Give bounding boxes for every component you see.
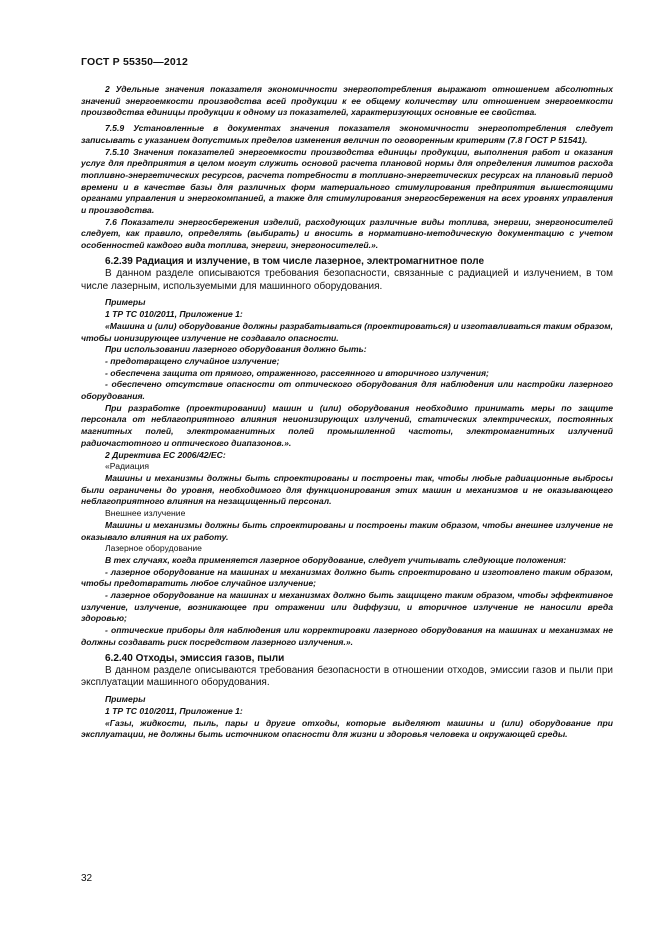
example-2-subheading-external: Внешнее излучение	[105, 508, 186, 519]
examples-heading-2: Примеры	[105, 694, 146, 705]
clause-7-5-9: 7.5.9 Установленные в документах значения показателя экономичности энергопотребления следует записывать с указанием допустимых пределов изменения величин по оговоренным критериям (7.8 ГОСТ Р 51541).	[81, 123, 613, 145]
example-1-list-item-2: - обеспечена защита от прямого, отраженного, рассеянного и вторичного излучения;	[105, 367, 489, 378]
example-2-list-item-1: - лазерное оборудование на машинах и механизмах должно быть спроектировано и изготовлено таким образом, чтобы предотвратить любое случайное излучение;	[81, 566, 613, 589]
section-6-2-39-body: В данном разделе описываются требования безопасности, связанные с радиацией и излучением, в том числе лазерным, используемыми для машинного оборудования.	[81, 267, 613, 292]
example-2-reference: 2 Директива ЕС 2006/42/ЕС:	[105, 449, 226, 460]
clause-7-5-10: 7.5.10 Значения показателей энергоемкости производства единицы продукции, выполнения работ и оказания услуг для предприятия в целом могут служить основой расчета плановой нормы для определения лимитов расхода топливно-энергетических ресурсов, расчета потребности в топливно-энергетических ресурсах на плановый период времени и в качестве базы для различных форм материального стимулирования предприятия вышестоящими органами управления и энергокомпанией, а также для стимулирования энергосбережения на всех уровнях управления и производства.	[81, 146, 613, 216]
example-2-list-item-2: - лазерное оборудование на машинах и механизмах должно быть защищено таким образом, чтобы эффективное излучение, излучение, возникающее при отражении или диффузии, и вторичное излучение не наносили вреда здоровью;	[81, 590, 613, 624]
example-3-paragraph-1: «Газы, жидкости, пыль, пары и другие отходы, которые выделяют машины и (или) оборудование при эксплуатации, не должны быть источником опасности для жизни и здоровья человека и окружающей среды.	[81, 717, 613, 740]
examples-heading-1: Примеры	[105, 297, 146, 308]
example-1-paragraph-1: «Машина и (или) оборудование должны разрабатываться (проектироваться) и изготавливаться таким образом, чтобы ионизирующее излучение не создавало опасности.	[81, 320, 613, 343]
note-2: 2 Удельные значения показателя экономичности энергопотребления выражают отношением абсолютных значений энергоемкости производства всей продукции к ее общему количеству или отношением энергоемкости производства единицы продукции к одному из показателей, характеризующих основные ее свойства.	[81, 84, 613, 118]
example-2-list-item-3: - оптические приборы для наблюдения или корректировки лазерного оборудования на машинах и механизмах не должны создавать риск посредством лазерного излучения.».	[81, 625, 613, 647]
section-6-2-40-title: 6.2.40 Отходы, эмиссия газов, пыли	[105, 652, 285, 664]
example-3-reference: 1 ТР ТС 010/2011, Приложение 1:	[105, 705, 243, 716]
example-1-list-item-3: - обеспечено отсутствие опасности от оптического оборудования для наблюдения или настройки лазерного оборудования.	[81, 379, 613, 402]
section-6-2-40-body: В данном разделе описываются требования безопасности в отношении отходов, эмиссии газов и пыли при эксплуатации машинного оборудования.	[81, 664, 613, 689]
document-code-header: ГОСТ Р 55350—2012	[81, 56, 189, 68]
section-6-2-39-title: 6.2.39 Радиация и излучение, в том числе лазерное, электромагнитное поле	[105, 255, 485, 267]
example-1-paragraph-2: При использовании лазерного оборудования должно быть:	[105, 344, 367, 355]
example-1-list-item-1: - предотвращено случайное излучение;	[105, 355, 280, 366]
page-number: 32	[81, 873, 93, 884]
page-content	[81, 84, 613, 741]
clause-7-6: 7.6 Показатели энергосбережения изделий, расходующих различные виды топлива, энергии, энергоносителей следует, как правило, определять (выбирать) и вносить в нормативно-методическую документацию с учетом особенностей каждого вида топлива, энергии, энергоносителей.».	[81, 216, 613, 251]
example-2-paragraph-1: Машины и механизмы должны быть спроектированы и построены так, чтобы любые радиационные выбросы были ограничены до уровня, необходимого для функционирования этих машин и механизмов и не оказывающего неблагоприятного влияния на незащищенный персонал.	[81, 472, 613, 507]
example-2-subheading-laser: Лазерное оборудование	[105, 543, 202, 554]
example-2-subheading-radiation: «Радиация	[105, 461, 149, 472]
example-1-paragraph-3: При разработке (проектировании) машин и (или) оборудования необходимо принимать меры по защите персонала от неблагоприятного влияния неионизирующих излучений, статических электрических, постоянных магнитных полей, электромагнитных полей промышленной частоты, электромагнитных излучений радиочастотного и оптического диапазонов.».	[81, 402, 613, 448]
example-2-paragraph-3: В тех случаях, когда применяется лазерное оборудование, следует учитывать следующие положения:	[105, 554, 567, 565]
example-1-reference: 1 ТР ТС 010/2011, Приложение 1:	[105, 309, 243, 320]
example-2-paragraph-2: Машины и механизмы должны быть спроектированы и построены таким образом, чтобы внешнее излучение не оказывало влияния на их работу.	[81, 519, 613, 542]
